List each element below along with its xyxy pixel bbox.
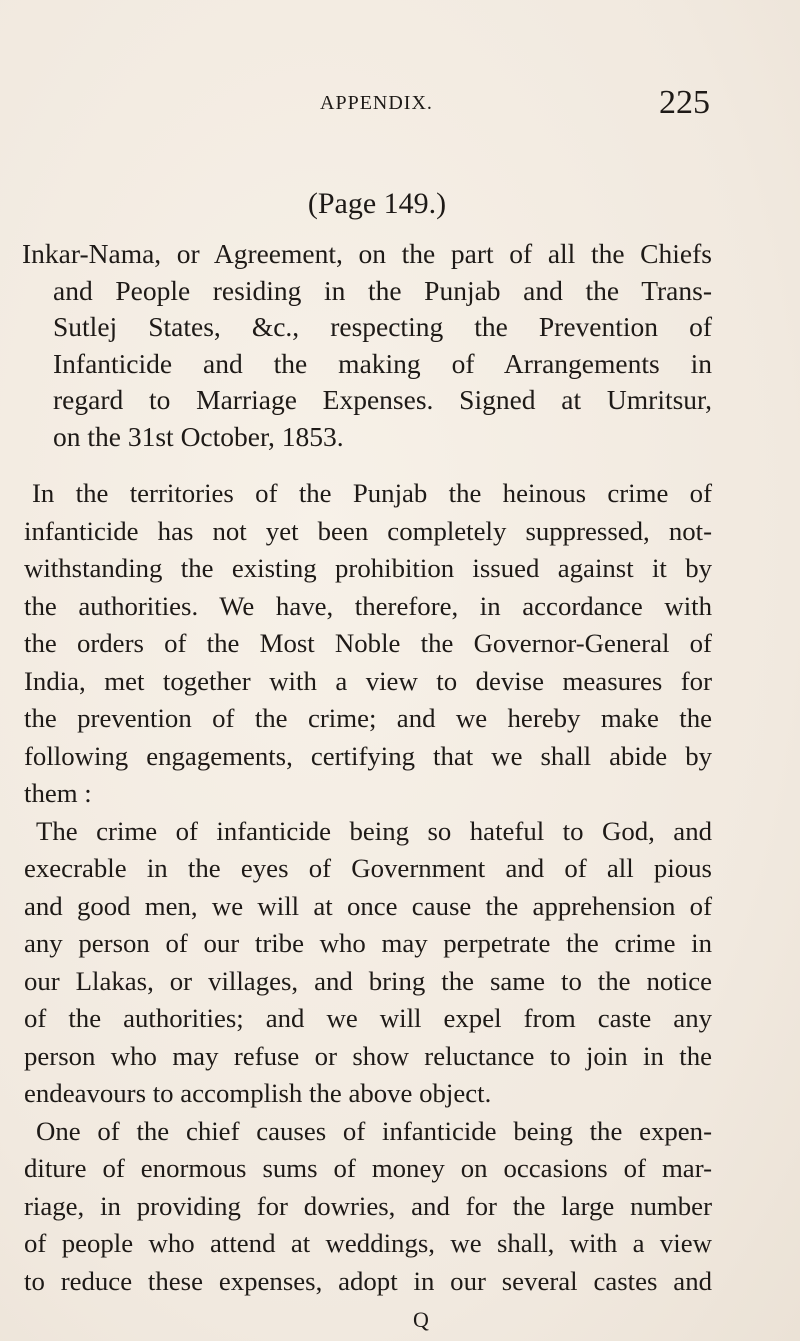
heading-line: Sutlej States, &c., respecting the Prevention of [53, 311, 712, 342]
paragraph-2-line: and good men, we will at once cause the apprehension of [24, 890, 712, 921]
paragraph-2-line: The crime of infanticide being so hateful to God, and [36, 815, 712, 846]
page-reference-text: (Page 149.) [307, 187, 447, 220]
paragraph-3-line: riage, in providing for dowries, and for the large number [24, 1190, 712, 1221]
paragraph-1-line: the orders of the Most Noble the Governor-General of [24, 628, 712, 658]
running-title: APPENDIX. [320, 92, 433, 114]
paragraph-1-line: the prevention of the crime; and we hereby make the [24, 703, 712, 733]
paragraph-2-line: of the authorities; and we will expel from caste any [24, 1003, 712, 1033]
paragraph-1-line: India, met together with a view to devise measures for [24, 665, 712, 696]
paragraph-2-line: endeavours to accomplish the above object. [24, 1078, 492, 1108]
paragraph-1-line: withstanding the existing prohibition issued against it by [24, 553, 712, 583]
heading-line: on the 31st October, 1853. [53, 420, 344, 452]
paragraph-3-line: to reduce these expenses, adopt in our several castes and [24, 1265, 712, 1296]
paragraph-1-line: following engagements, certifying that we shall abide by [24, 740, 712, 771]
agreement-heading [22, 236, 712, 455]
paragraph-1-line: the authorities. We have, therefore, in accordance with [24, 590, 712, 621]
running-head [320, 84, 710, 124]
page-reference [0, 187, 800, 221]
paragraph-2-line: our Llakas, or villages, and bring the same to the notice [24, 965, 712, 996]
heading-line: Inkar-Nama, or Agreement, on the part of all the Chiefs [22, 238, 712, 269]
paragraph-3-line: diture of enormous sums of money on occasions of mar- [24, 1153, 712, 1183]
body-text [24, 475, 712, 1300]
paragraph-2-line: execrable in the eyes of Government and of all pious [24, 853, 712, 883]
paragraph-2-line: person who may refuse or show reluctance to join in the [24, 1040, 712, 1071]
heading-line: and People residing in the Punjab and the Trans- [53, 274, 712, 306]
page-number: 225 [659, 84, 710, 121]
signature-letter: Q [413, 1307, 429, 1332]
paragraph-1-line: them : [24, 778, 92, 808]
paragraph-3-line: One of the chief causes of infanticide being the expen- [36, 1115, 712, 1146]
paragraph-1-line: infanticide has not yet been completely suppressed, not- [24, 515, 712, 546]
heading-line: Infanticide and the making of Arrangements in [53, 347, 712, 379]
paragraph-2-line: any person of our tribe who may perpetrate the crime in [24, 928, 712, 958]
paragraph-3-line: of people who attend at weddings, we shall, with a view [24, 1228, 712, 1258]
printer-signature-mark [0, 1307, 800, 1333]
paragraph-1-line: In the territories of the Punjab the heinous crime of [32, 478, 712, 508]
heading-line: regard to Marriage Expenses. Signed at Umritsur, [53, 384, 712, 415]
